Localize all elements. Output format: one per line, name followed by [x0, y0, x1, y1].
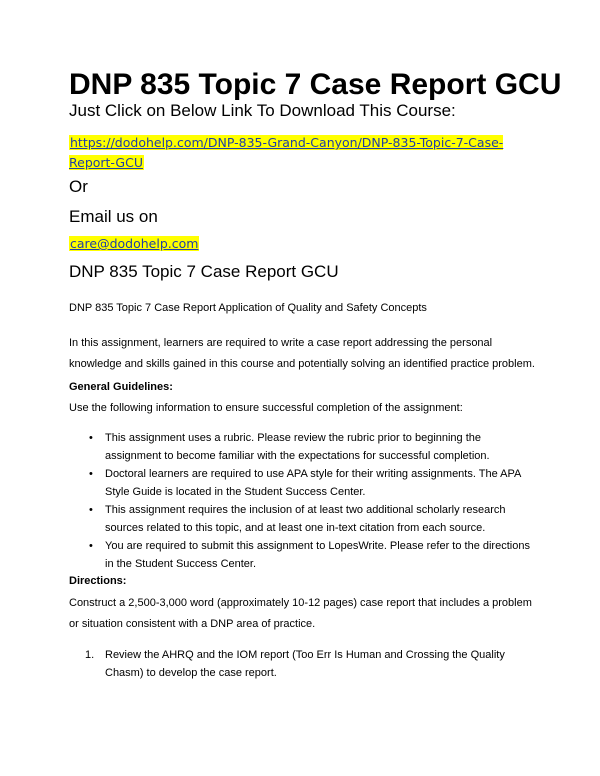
email-label: Email us on	[69, 207, 158, 226]
list-item	[69, 465, 539, 501]
list-item	[69, 537, 539, 573]
assignment-intro-paragraph: In this assignment, learners are required to write a case report addressing the personal knowledge and skills gained in this course and potentially solving an identified practice problem.	[69, 337, 535, 370]
download-link[interactable]: https://dodohelp.com/DNP-835-Grand-Canyon/DNP-835-Topic-7-Case-Report-GCU	[69, 135, 504, 170]
download-link-container	[69, 133, 529, 173]
list-item-text: Doctoral learners are required to use APA style for their writing assignments. The APA Style Guide is located in the Student Success Center.	[105, 468, 521, 498]
section-heading: DNP 835 Topic 7 Case Report GCU	[69, 262, 339, 281]
directions-heading: Directions:	[69, 575, 127, 587]
bullet-icon: •	[89, 432, 93, 444]
list-item-text: This assignment uses a rubric. Please review the rubric prior to beginning the assignment to become familiar with the expectations for successful completion.	[105, 432, 490, 462]
or-text: Or	[69, 177, 88, 196]
list-item	[69, 646, 539, 682]
list-number: 1.	[85, 649, 95, 661]
guidelines-intro: Use the following information to ensure successful completion of the assignment:	[69, 402, 463, 414]
list-item-text: Review the AHRQ and the IOM report (Too Err Is Human and Crossing the Quality Chasm) to develop the case report.	[105, 649, 505, 679]
email-link-container	[69, 236, 199, 251]
download-instruction: Just Click on Below Link To Download This Course:	[69, 101, 456, 120]
list-item	[69, 429, 539, 465]
assignment-title-paragraph: DNP 835 Topic 7 Case Report Application of Quality and Safety Concepts	[69, 302, 427, 314]
directions-paragraph: Construct a 2,500-3,000 word (approximately 10-12 pages) case report that includes a problem or situation consistent with a DNP area of practice.	[69, 597, 532, 630]
guidelines-list	[69, 429, 539, 573]
list-item	[69, 501, 539, 537]
list-item-text: You are required to submit this assignment to LopesWrite. Please refer to the directions in the Student Success Center.	[105, 540, 530, 570]
document-title: DNP 835 Topic 7 Case Report GCU	[69, 68, 562, 101]
list-item-text: This assignment requires the inclusion of at least two additional scholarly research sources related to this topic, and at least one in-text citation from each source.	[105, 504, 506, 534]
directions-list	[69, 646, 539, 682]
email-link[interactable]: care@dodohelp.com	[70, 236, 199, 251]
bullet-icon: •	[89, 540, 93, 552]
bullet-icon: •	[89, 504, 93, 516]
bullet-icon: •	[89, 468, 93, 480]
guidelines-heading: General Guidelines:	[69, 381, 173, 393]
